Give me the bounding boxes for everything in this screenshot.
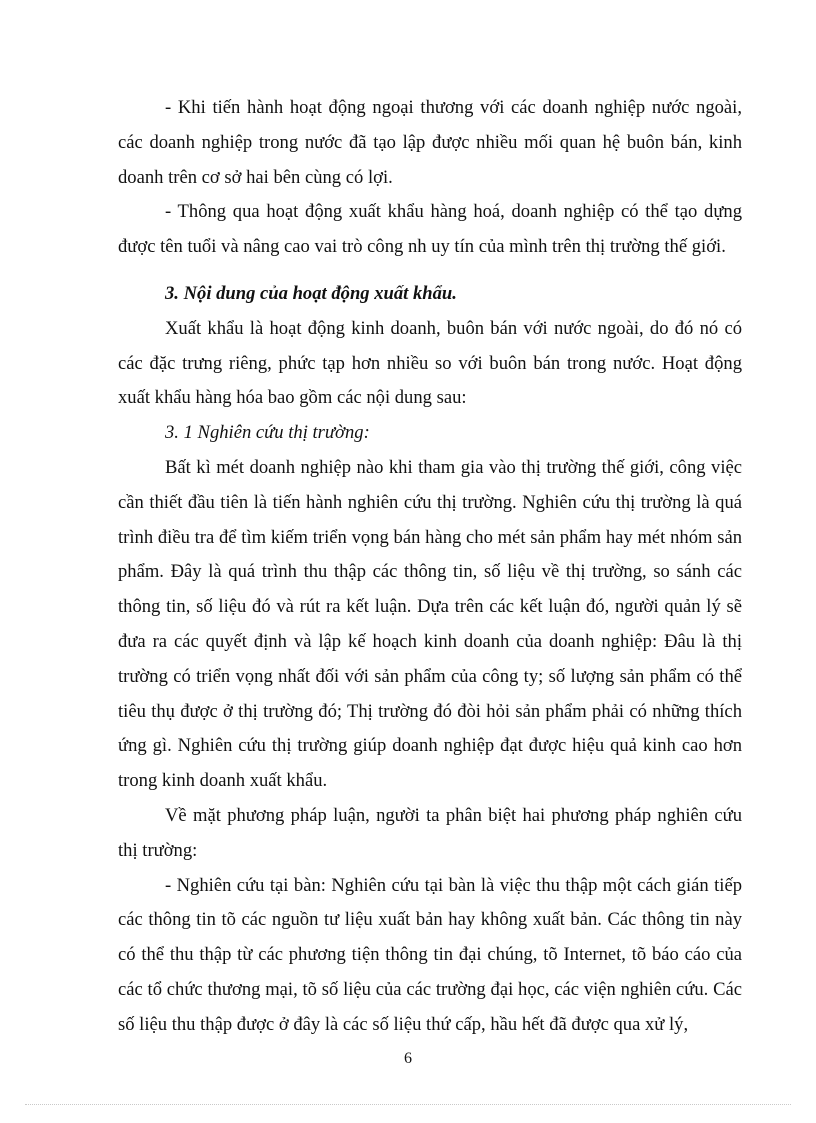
page-number: 6: [404, 1050, 412, 1067]
intro-paragraph-1: - Khi tiến hành hoạt động ngoại thương với các doanh nghiệp nước ngoài, các doanh nghiệp trong nước đã tạo lập được nhiều mối quan hệ buôn bán, kinh doanh trên cơ sở hai bên cùng có lợi.: [118, 97, 742, 188]
section-intro-paragraph: Xuất khẩu là hoạt động kinh doanh, buôn bán với nước ngoài, do đó nó có các đặc trưng riêng, phức tạp hơn nhiều so với buôn bán trong nước. Hoạt động xuất khẩu hàng hóa bao gồm các nội dung sau:: [118, 317, 742, 409]
body-paragraph-3: - Nghiên cứu tại bàn: Nghiên cứu tại bàn là việc thu thập một cách gián tiếp các thông tin tõ các nguồn tư liệu xuất bản hay không xuất bản. Các thông tin này có thể thu thập từ các phương tiện thông tin đại chúng, tõ Internet, tõ báo cáo của các tổ chức thương mại, tõ số liệu của các trường đại học, các viện nghiên cứu. Các số liệu thu thập được ở đây là các số liệu thứ cấp, hầu hết đã được qua xử lý,: [118, 874, 742, 1035]
footer-divider: [25, 1104, 791, 1105]
document-body: [118, 91, 742, 1043]
subsection-heading: 3. 1 Nghiên cứu thị trường:: [165, 422, 370, 444]
body-paragraph-1: Bất kì mét doanh nghiệp nào khi tham gia vào thị trường thế giới, công việc cần thiết đầu tiên là tiến hành nghiên cứu thị trường. Nghiên cứu thị trường là quá trình điều tra để tìm kiếm triển vọng bán hàng cho mét sản phẩm hay mét nhóm sản phẩm. Đây là quá trình thu thập các thông tin, số liệu về thị trường, so sánh các thông tin, số liệu đó và rút ra kết luận. Dựa trên các kết luận đó, người quản lý sẽ đưa ra các quyết định và lập kế hoạch kinh doanh của doanh nghiệp: Đâu là thị trường có triển vọng nhất đối với sản phẩm của công ty; số lượng sản phẩm có thể tiêu thụ được ở thị trường đó; Thị trường đó đòi hỏi sản phẩm phải có những thích ứng gì. Nghiên cứu thị trường giúp doanh nghiệp đạt được hiệu quả kinh cao hơn trong kinh doanh xuất khẩu.: [118, 456, 742, 792]
section-heading: 3. Nội dung của hoạt động xuất khẩu.: [165, 282, 457, 304]
body-paragraph-2: Về mặt phương pháp luận, người ta phân biệt hai phương pháp nghiên cứu thị trường:: [118, 804, 742, 861]
intro-paragraph-2: - Thông qua hoạt động xuất khẩu hàng hoá, doanh nghiệp có thể tạo dựng được tên tuổi và nâng cao vai trò công nh uy tín của mình trên thị trường thế giới.: [118, 201, 742, 258]
